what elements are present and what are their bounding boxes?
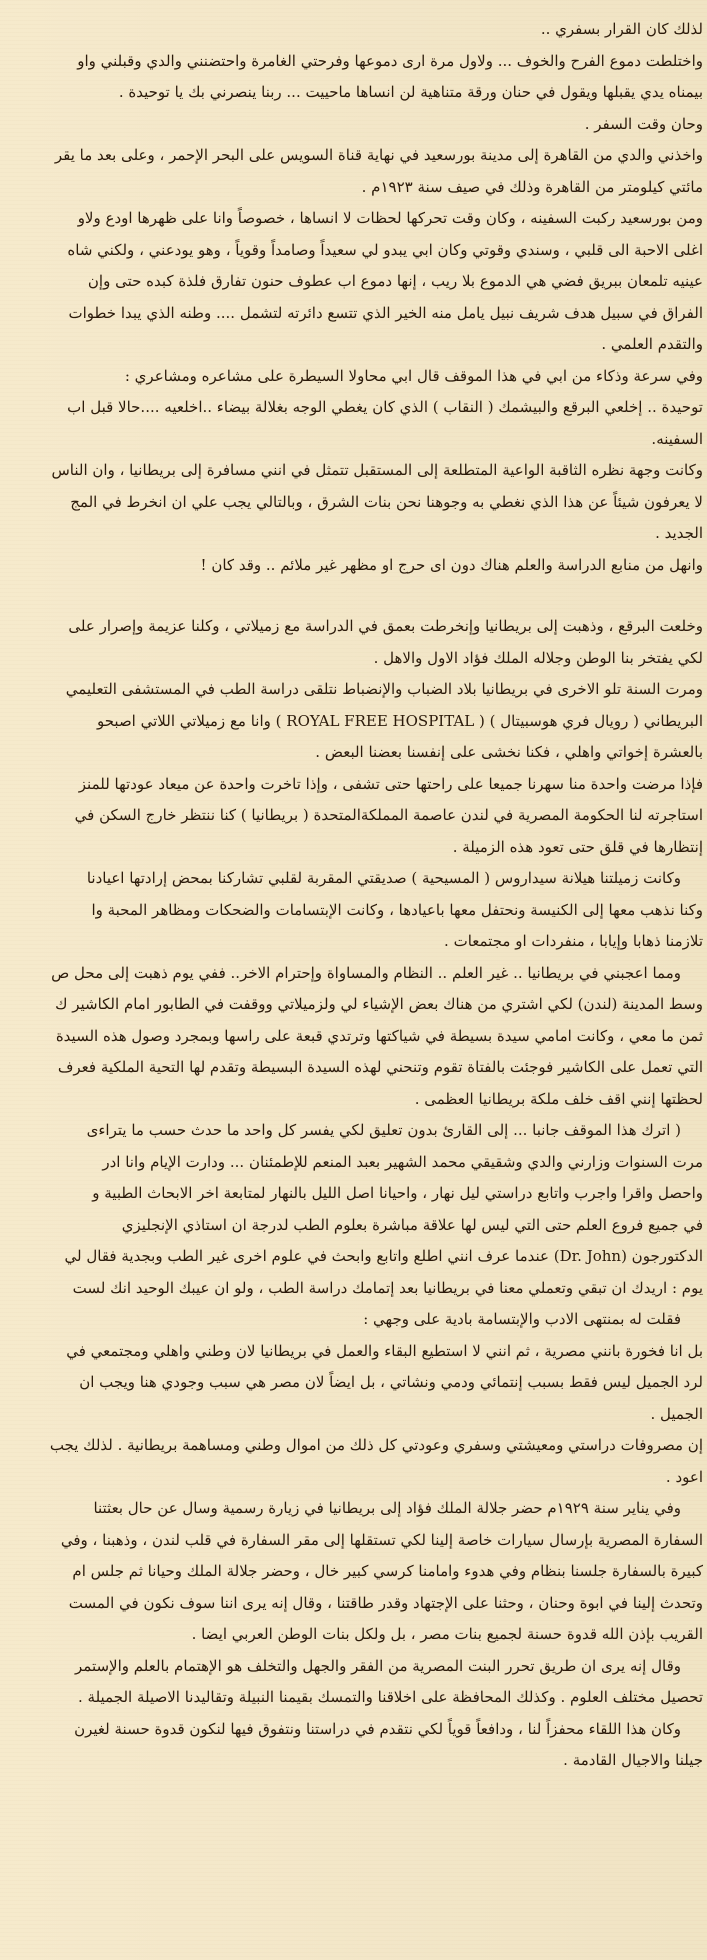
text-line: واخذني والدي من القاهرة إلى مدينة بورسعيد في نهاية قناة السويس على البحر الإحمر ، وعلى بعد ما يقر xyxy=(54,146,703,164)
text-line: وفي سرعة وذكاء من ابي في هذا الموقف قال ابي محاولا السيطرة على مشاعره ومشاعري : xyxy=(124,366,703,385)
text-line: توحيدة .. إخلعي البرقع والبيشمك ( النقاب ) الذي كان يغطي الوجه بغلالة بيضاء ..اخلعيه ....حالا قبل اب xyxy=(67,398,703,416)
text-line: ومما اعجبني في بريطانيا .. غير العلم .. النظام والمساواة وإحترام الاخر.. ففي يوم ذهبت إلى محل ص xyxy=(51,963,681,982)
text-line: وكنا نذهب معها إلى الكنيسة ونحتفل معها باعيادها ، وكانت الإبتسامات والضحكات ومظاهر المحبة وا xyxy=(91,900,703,919)
text-line: التي تعمل على الكاشير فوجئت بالفتاة تقوم وتنحني لهذه السيدة البسيطة وتقدم لها التحية الملكية فعرف xyxy=(57,1058,703,1076)
text-line: مائتي كيلومتر من القاهرة وذلك في صيف سنة ١٩٢٣م . xyxy=(361,177,703,196)
text-line: كبيرة بالسفارة جلسنا بنظام وفي هدوء وامامنا كرسي كبير خال ، وحضر جلالة الملك وحيانا ثم جلس ام xyxy=(72,1562,703,1580)
text-line: فقلت له بمنتهى الادب والإبتسامة بادية على وجهي : xyxy=(363,1310,681,1328)
text-line: ومن بورسعيد ركبت السفينه ، وكان وقت تحركها لحظات لا انساها ، خصوصاً وانا على ظهرها اودع ولاو xyxy=(77,209,703,227)
text-line: الجديد . xyxy=(655,524,703,542)
text-line: بيمناه يدي يقبلها ويقول في حنان ورقة متناهية لن انساها ماحييت ... ربنا ينصرني بك يا توحيدة . xyxy=(118,83,703,101)
text-line: اغلى الاحبة الى قلبي ، وسندي وقوتي وكان ابي يبدو لي سعيداً وصامداً وقوياً ، وهو يودعني ، ولكني شاه xyxy=(67,240,703,259)
text-line: بل انا فخورة بانني مصرية ، ثم انني لا استطيع البقاء والعمل في بريطانيا لان وطني واهلي ومجتمعي في xyxy=(66,1341,703,1360)
text-line: تحصيل مختلف العلوم . وكذلك المحافظة على اخلاقنا والتمسك بقيمنا النبيلة وتقاليدنا الاصيلة الجميلة . xyxy=(78,1688,703,1706)
text-line: السفارة المصرية بإرسال سيارات خاصة إلينا لكي تستقلها إلى مقر السفارة في قلب لندن ، وذهبنا ، وفي xyxy=(60,1530,703,1549)
text-line: الفراق في سبيل هدف شريف نبيل يامل منه الخير الذي تتسع دائرته لتشمل .... وطنه الذي يبدا خطوات xyxy=(68,303,703,322)
text-line: وحان وقت السفر . xyxy=(584,114,703,133)
text-line: لا يعرفون شيئاً عن هذا الذي نغطي به وجوهنا نحن بنات الشرق ، وبالتالي يجب علي ان انخرط في المج xyxy=(70,492,703,511)
text-line: ومرت السنة تلو الاخرى في بريطانيا بلاد الضباب والإنضباط نتلقى دراسة الطب في المستشفى التعليمي xyxy=(65,680,703,698)
text-line: في جميع فروع العلم حتى التي ليس لها علاقة مباشرة بعلوم الطب لدرجة ان استاذي الإنجليزي xyxy=(121,1215,703,1234)
text-line: وكان هذا اللقاء محفزاً لنا ، ودافعاً قوياً لكي نتقدم في دراستنا ونتفوق فيها لنكون قدوة حسنة لغيرن xyxy=(74,1719,681,1738)
text-line: لحظتها إنني اقف خلف ملكة بريطانيا العظمى . xyxy=(414,1089,703,1108)
text-line: إنتظارها في قلق حتى تعود هذه الزميلة . xyxy=(452,837,703,856)
text-line: القريب بإذن الله قدوة حسنة لجميع بنات مصر ، بل ولكل بنات الوطن العربي ايضا . xyxy=(191,1625,703,1643)
paragraph-gap xyxy=(0,581,707,611)
text-line: لذلك كان القرار بسفري .. xyxy=(540,20,703,38)
text-line: عينيه تلمعان ببريق فضي هي الدموع بلا ريب ، إنها دموع اب عطوف حنون تفارق فلذة كبده حتى وإن xyxy=(87,272,703,290)
text-line: البريطاني ( رويال فري هوسبيتال ) ( ROYAL FREE HOSPITAL ) وانا مع زميلاتي اللاتي اصبحو xyxy=(96,711,703,730)
text-line: واختلطت دموع الفرح والخوف ... ولاول مرة ارى دموعها وفرحتي الغامرة واحتضنني والدي وقبلني واو xyxy=(77,51,703,70)
text-line: ثمن ما معي ، وكانت امامي سيدة بسيطة في شياكتها وترتدي قبعة على راسها وبمجرد وصول هذه السيدة xyxy=(55,1026,703,1045)
text-line: الجميل . xyxy=(650,1404,703,1423)
text-line: فإذا مرضت واحدة منا سهرنا جميعا على راحتها حتى تشفى ، وإذا تاخرت واحدة عن ميعاد عودتها للمنز xyxy=(78,774,703,793)
text-line: وكانت وجهة نظره الثاقبة الواعية المتطلعة إلى المستقبل تتمثل في انني مسافرة إلى بريطانيا ، وان الناس xyxy=(51,461,703,479)
text-line: جيلنا والاجيال القادمة . xyxy=(563,1751,703,1769)
text-line: إن مصروفات دراستي ومعيشتي وسفري وعودتي كل ذلك من اموال وطني ومساهمة بريطانية . لذلك يجب xyxy=(49,1436,703,1454)
text-line: السفينه. xyxy=(651,429,703,448)
text-line: لرد الجميل ليس فقط بسبب إنتمائي ودمي ونشاتي ، بل ايضاً لان مصر هي سبب وجودي هنا ويجب ان xyxy=(79,1373,703,1391)
text-line: وانهل من منابع الدراسة والعلم هناك دون اى حرج او مظهر غير ملائم .. وقد كان ! xyxy=(200,555,703,574)
text-line: وتحدث إلينا في ابوة وحنان ، وحثنا على الإجتهاد وقدر طاقتنا ، وقال إنه يرى اننا سوف نكون في المست xyxy=(68,1593,703,1612)
text-line: واحصل واقرا واجرب واتابع دراستي ليل نهار ، واحيانا اصل الليل بالنهار لمتابعة اخر الابحاث الطبية و xyxy=(92,1184,703,1202)
text-line: تلازمنا ذهابا وإيابا ، منفردات او مجتمعات . xyxy=(444,932,703,950)
text-line: الدكتورجون (Dr. John) عندما عرف انني اطلع واتابع وابحث في علوم اخرى غير الطب وبجدية فقال لي xyxy=(64,1247,703,1265)
text-line: بالعشرة إخواتي واهلي ، فكنا نخشى على إنفسنا بعضنا البعض . xyxy=(315,743,703,761)
text-line: وخلعت البرقع ، وذهبت إلى بريطانيا وإنخرطت بعمق في الدراسة مع زميلاتي ، وكلنا عزيمة وإصرار على xyxy=(68,617,703,635)
text-line: اعود . xyxy=(665,1467,703,1486)
text-line: مرت السنوات وزارني والدي وشقيقي محمد الشهير بعبد المنعم للإطمئنان ... ودارت الإيام وانا ادر xyxy=(102,1152,703,1171)
text-line: وفي يناير سنة ١٩٢٩م حضر جلالة الملك فؤاد إلى بريطانيا في زيارة رسمية وسال عن حال بعثتنا xyxy=(93,1499,681,1517)
text-line: ( اترك هذا الموقف جانبا ... إلى القارئ بدون تعليق لكي يفسر كل واحد ما حدث حسب ما يتراءى xyxy=(86,1121,681,1139)
text-line: يوم : اريدك ان تبقي وتعملي معنا في بريطانيا بعد إتمامك دراسة الطب ، ولو ان عيبك الوحيد انك لست xyxy=(72,1278,703,1297)
text-line: وقال إنه يرى ان طريق تحرر البنت المصرية من الفقر والجهل والتخلف هو الإهتمام بالعلم والإستمر xyxy=(75,1656,681,1675)
text-line: والتقدم العلمي . xyxy=(601,335,703,353)
text-line: لكي يفتخر بنا الوطن وجلاله الملك فؤاد الاول والاهل . xyxy=(373,648,703,667)
text-line: وسط المدينة (لندن) لكي اشتري من هناك بعض الإشياء لي ولزميلاتي ووقفت في الطابور امام الكاشير ك xyxy=(55,995,703,1013)
text-line: وكانت زميلتنا هيلانة سيداروس ( المسيحية ) صديقتي المقربة لقلبي تشاركنا بمحض إرادتها اعيادنا xyxy=(86,869,681,887)
text-line: استاجرته لنا الحكومة المصرية في لندن عاصمة المملكةالمتحدة ( بريطانيا ) كنا ننتظر خارج السكن في xyxy=(74,806,703,824)
memoir-text-body xyxy=(0,14,707,1777)
